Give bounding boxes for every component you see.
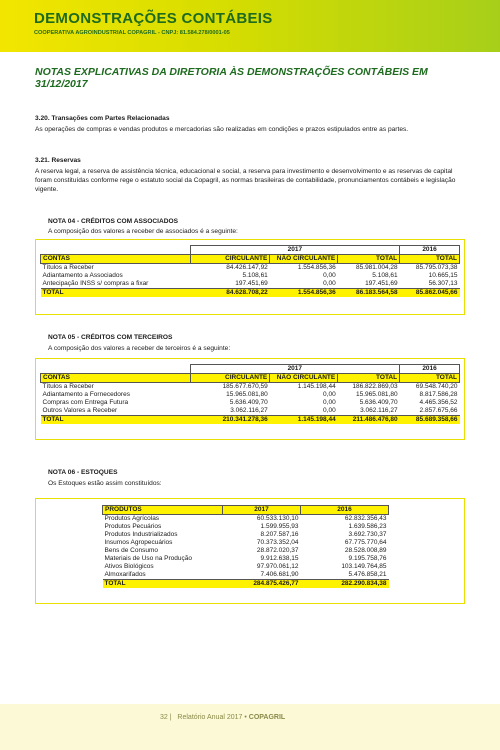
page-number: 32 <box>160 714 168 721</box>
table-row <box>41 264 460 273</box>
cell: 5.108,61 <box>372 272 398 279</box>
cell: Títulos a Receber <box>42 383 94 390</box>
table-row <box>103 571 389 580</box>
nota05-col-circulante: CIRCULANTE <box>190 374 270 383</box>
cell: 7.406.681,90 <box>260 571 299 578</box>
cell: Ativos Biológicos <box>104 563 154 570</box>
cell: Outros Valores a Receber <box>42 407 118 414</box>
brand-name: COPAGRIL <box>248 714 286 721</box>
cell: 1.554.856,36 <box>270 289 338 298</box>
table-row <box>41 280 460 289</box>
cell: Compras com Entrega Futura <box>42 399 129 406</box>
cell: 0,00 <box>323 407 336 414</box>
cell: 84.628.708,22 <box>190 289 270 298</box>
cell: 67.775.770,64 <box>344 539 387 546</box>
cell: 10.665,15 <box>428 272 458 279</box>
cell: Adiantamento a Associados <box>42 272 123 279</box>
cell: 86.183.564,58 <box>338 289 400 298</box>
nota05-col-total-2016: TOTAL <box>400 374 460 383</box>
cell: 1.554.856,36 <box>297 264 336 271</box>
cell: 8.207.587,16 <box>260 531 299 538</box>
nota04-col-total-2016: TOTAL <box>400 255 460 264</box>
nota06-total-row <box>103 580 389 589</box>
cell: 1.145.198,44 <box>270 416 338 425</box>
cell: 1.639.586,23 <box>348 523 387 530</box>
nota06-table-box <box>35 498 465 604</box>
nota04-table <box>40 245 460 297</box>
cell: 3.062.116,27 <box>360 407 398 414</box>
note-3-20-text: As operações de compras e vendas produtos e mercadorias são realizadas em condições e prazos estipulados entre as partes. <box>35 126 409 133</box>
nota04-col-circulante: CIRCULANTE <box>190 255 270 264</box>
nota05-total-row <box>41 416 460 425</box>
nota06-title: NOTA 06 - ESTOQUES <box>48 469 118 476</box>
nota06-col-2017: 2017 <box>223 506 301 515</box>
cell: 0,00 <box>323 272 336 279</box>
cell: 186.822.869,03 <box>352 383 398 390</box>
cell: TOTAL <box>41 416 191 425</box>
table-row <box>103 547 389 555</box>
cell: 5.476.858,21 <box>348 571 387 578</box>
page-footer <box>0 704 500 750</box>
cell: 103.149.764,85 <box>341 563 387 570</box>
nota04-year-a: 2017 <box>190 246 399 255</box>
nota04-title: NOTA 04 - CRÉDITOS COM ASSOCIADOS <box>48 218 179 225</box>
nota04-year-row <box>41 246 460 255</box>
nota04-col-nao-circulante: NÃO CIRCULANTE <box>270 255 338 264</box>
nota06-desc: Os Estoques estão assim constituídos: <box>48 480 162 487</box>
cell: 282.290.834,38 <box>301 580 389 589</box>
nota06-col-produtos: PRODUTOS <box>103 506 223 515</box>
cell: 197.451,69 <box>235 280 268 287</box>
nota05-table-box <box>35 358 465 440</box>
note-3-20 <box>35 114 465 134</box>
cell: 85.981.004,28 <box>356 264 398 271</box>
cell: Produtos Industrializados <box>104 531 178 538</box>
cell: 97.970.061,12 <box>256 563 299 570</box>
cell: 1.599.955,93 <box>260 523 299 530</box>
report-name: Relatório Anual 2017 <box>177 714 243 721</box>
nota05-col-total-2017: TOTAL <box>338 374 400 383</box>
cell: 5.636.409,70 <box>229 399 268 406</box>
nota04-table-box <box>35 239 465 315</box>
note-3-21-heading: 3.21. Reservas <box>35 157 81 164</box>
table-row <box>103 555 389 563</box>
cell: 69.548.740,20 <box>415 383 458 390</box>
cell: 185.677.670,59 <box>222 383 268 390</box>
cell: 5.108,61 <box>242 272 268 279</box>
nota06-header-row <box>103 506 389 515</box>
nota04-col-contas: CONTAS <box>41 255 191 264</box>
cell: 8.817.586,28 <box>419 391 458 398</box>
cell: 9.195.758,76 <box>348 555 387 562</box>
nota04-col-total-2017: TOTAL <box>338 255 400 264</box>
nota05-year-a: 2017 <box>190 365 400 374</box>
table-row <box>103 539 389 547</box>
cell: 15.965.081,80 <box>226 391 268 398</box>
table-row <box>103 531 389 539</box>
header-subtitle: COOPERATIVA AGROINDUSTRIAL COPAGRIL - CNPJ: 81.584.278/0001-05 <box>34 30 230 36</box>
cell: Produtos Agrícolas <box>104 515 160 522</box>
nota05-title: NOTA 05 - CRÉDITOS COM TERCEIROS <box>48 334 173 341</box>
cell: 85.689.358,66 <box>400 416 460 425</box>
table-row <box>103 523 389 531</box>
note-3-20-heading: 3.20. Transações com Partes Relacionadas <box>35 115 170 122</box>
note-3-21-text: A reserva legal, a reserva de assistência técnica, educacional e social, a reserva para investimento e desenvolvimento e as reservas de capital foram constituídas conforme rege o estatuto social da Copagril, as normas brasileiras de contabilidade, pronunciamentos contábeis e legislação vigente. <box>35 168 456 193</box>
cell: Produtos Pecuários <box>104 523 162 530</box>
nota04-desc: A composição dos valores a receber de associados é a seguinte: <box>48 228 238 235</box>
cell: 62.832.356,43 <box>344 515 387 522</box>
cell: 197.451,69 <box>365 280 398 287</box>
cell: 210.341.278,36 <box>190 416 270 425</box>
cell: 28.872.020,37 <box>256 547 299 554</box>
nota05-year-row <box>41 365 460 374</box>
nota05-table <box>40 364 460 424</box>
table-row <box>103 563 389 571</box>
footer-separator: | <box>169 714 172 721</box>
page-header <box>0 0 500 52</box>
bullet: • <box>244 714 247 721</box>
cell: TOTAL <box>103 580 223 589</box>
cell: 84.426.147,92 <box>226 264 268 271</box>
cell: 15.965.081,80 <box>356 391 398 398</box>
table-row <box>41 272 460 280</box>
cell: 1.145.198,44 <box>297 383 336 390</box>
cell: 9.912.638,15 <box>260 555 299 562</box>
cell: Bens de Consumo <box>104 547 158 554</box>
cell: TOTAL <box>41 289 191 298</box>
cell: 0,00 <box>323 280 336 287</box>
table-row <box>41 399 460 407</box>
cell: Almoxarifados <box>104 571 146 578</box>
cell: 211.486.476,80 <box>338 416 400 425</box>
footer-text <box>160 714 285 721</box>
cell: 5.636.409,70 <box>359 399 398 406</box>
nota04-total-row <box>41 289 460 298</box>
cell: 3.692.730,37 <box>348 531 387 538</box>
cell: 28.528.008,89 <box>344 547 387 554</box>
cell: 70.373.352,04 <box>256 539 299 546</box>
table-row <box>41 383 460 392</box>
cell: Títulos a Receber <box>42 264 94 271</box>
nota06-col-2016: 2016 <box>301 506 389 515</box>
cell: 2.857.675,66 <box>419 407 458 414</box>
nota04-year-b: 2016 <box>400 246 460 255</box>
cell: 4.465.356,52 <box>419 399 458 406</box>
header-title: DEMONSTRAÇÕES CONTÁBEIS <box>34 10 273 27</box>
cell: 284.875.426,77 <box>223 580 301 589</box>
cell: Insumos Agropecuários <box>104 539 173 546</box>
table-row <box>103 515 389 524</box>
cell: Adiantamento a Fornecedores <box>42 391 130 398</box>
cell: 0,00 <box>323 399 336 406</box>
nota06-table <box>102 505 389 588</box>
cell: 60.533.130,10 <box>256 515 299 522</box>
nota05-col-nao-circulante: NÃO CIRCULANTE <box>270 374 338 383</box>
cell: 56.307,13 <box>428 280 458 287</box>
nota04-header-row <box>41 255 460 264</box>
note-3-21 <box>35 156 465 194</box>
table-row <box>41 391 460 399</box>
nota05-year-b: 2016 <box>400 365 460 374</box>
nota05-desc: A composição dos valores a receber de terceiros é a seguinte: <box>48 345 231 352</box>
cell: Antecipação INSS s/ compras a fixar <box>42 280 149 287</box>
section-title: NOTAS EXPLICATIVAS DA DIRETORIA ÀS DEMONSTRAÇÕES CONTÁBEIS EM 31/12/2017 <box>35 66 428 90</box>
cell: 85.795.073,38 <box>415 264 458 271</box>
nota05-header-row <box>41 374 460 383</box>
nota05-col-contas: CONTAS <box>41 374 191 383</box>
cell: 0,00 <box>323 391 336 398</box>
cell: Materiais de Uso na Produção <box>104 555 192 562</box>
cell: 3.062.116,27 <box>230 407 268 414</box>
cell: 85.862.045,66 <box>400 289 460 298</box>
table-row <box>41 407 460 416</box>
